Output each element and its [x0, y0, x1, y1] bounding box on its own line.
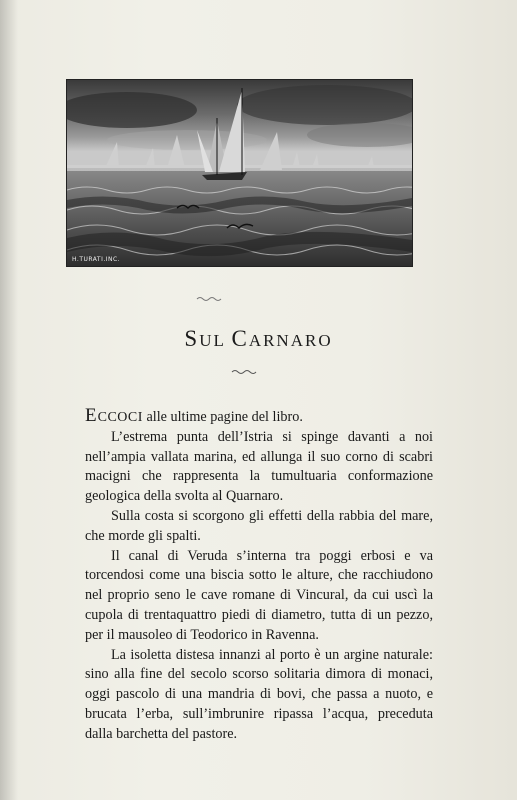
chapter-title: SUL CARNARO	[184, 326, 333, 351]
gutter-shadow	[0, 0, 18, 800]
drop-cap: E	[85, 405, 98, 426]
paragraph: La isoletta distesa innanzi al porto è un argine naturale: sino alla fine del secolo scorso solitaria dimora di monaci, oggi pascolo di una mandria di bovi, che passa a nuoto, e brucata l’erba, sull’imbrunire ripassa l’acqua, preceduta dalla barchetta del pastore.	[85, 646, 433, 742]
paragraph: Sulla costa si scorgono gli effetti della rabbia del mare, che morde gli spalti.	[85, 507, 433, 544]
wavy-ornament-icon	[196, 296, 226, 302]
chapter-body-text	[85, 406, 433, 745]
paragraph: ECCOCI alle ultime pagine del libro.	[85, 405, 303, 426]
sea-engraving-illustration	[66, 79, 413, 267]
engraver-signature: H.TURATI.INC.	[72, 256, 121, 263]
paragraph: L’estrema punta dell’Istria si spinge davanti a noi nell’ampia vallata marina, ed allunga il suo corno di scabri macigni che rappresenta la tumultuaria conformazione geologica della svolta al Quarnaro.	[85, 428, 433, 505]
wavy-ornament-icon	[231, 369, 261, 375]
sea-scene-image	[67, 80, 412, 266]
paragraph: Il canal di Veruda s’interna tra poggi erbosi e va torcendosi come una biscia sotto le alture, che racchiudono nel proprio seno le cave romane di Vincural, da cui uscì la cupola di trentaquattro piedi di diametro, tutta di un pezzo, per il mausoleo di Teodorico in Ravenna.	[85, 547, 433, 643]
